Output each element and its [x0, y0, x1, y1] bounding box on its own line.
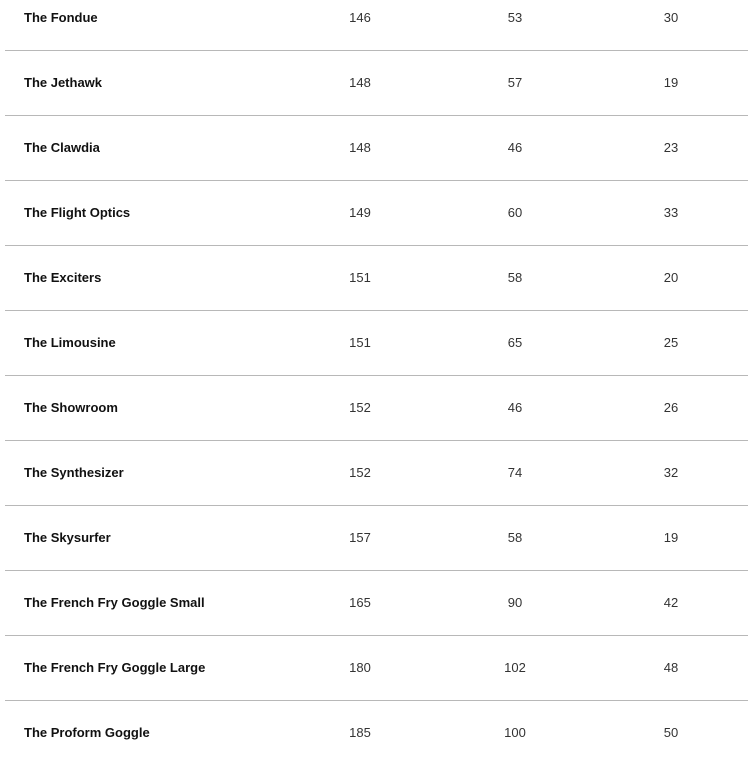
value-col-1: 157	[349, 530, 371, 545]
value-col-3: 20	[663, 270, 679, 285]
value-col-1: 151	[349, 270, 371, 285]
value-col-2: 58	[507, 530, 523, 545]
value-col-2: 90	[507, 595, 523, 610]
value-col-3: 19	[663, 530, 679, 545]
product-name: The Flight Optics	[24, 205, 131, 220]
value-col-2: 100	[504, 725, 526, 740]
value-col-3: 25	[663, 335, 679, 350]
table-row	[5, 701, 748, 765]
value-col-1: 180	[349, 660, 371, 675]
table-row	[5, 51, 748, 116]
value-col-1: 149	[349, 205, 371, 220]
value-col-2: 58	[507, 270, 523, 285]
value-col-3: 26	[663, 400, 679, 415]
value-col-1: 152	[349, 400, 371, 415]
table-row	[5, 246, 748, 311]
value-col-3: 23	[663, 140, 679, 155]
value-col-3: 48	[663, 660, 679, 675]
value-col-2: 53	[507, 10, 523, 25]
value-col-1: 146	[349, 10, 371, 25]
value-col-2: 74	[507, 465, 523, 480]
value-col-2: 46	[507, 400, 523, 415]
value-col-3: 42	[663, 595, 679, 610]
product-name: The Clawdia	[24, 140, 100, 155]
table-row	[5, 116, 748, 181]
product-table	[5, 0, 748, 765]
product-name: The Skysurfer	[24, 530, 111, 545]
value-col-1: 148	[349, 140, 371, 155]
value-col-2: 65	[507, 335, 523, 350]
table-row	[5, 376, 748, 441]
value-col-2: 57	[507, 75, 523, 90]
product-name: The French Fry Goggle Large	[24, 660, 206, 675]
product-name: The Limousine	[24, 335, 116, 350]
product-name: The Proform Goggle	[24, 725, 150, 740]
value-col-1: 148	[349, 75, 371, 90]
table-row	[5, 181, 748, 246]
value-col-2: 60	[507, 205, 523, 220]
value-col-1: 152	[349, 465, 371, 480]
product-name: The Jethawk	[24, 75, 103, 90]
value-col-1: 151	[349, 335, 371, 350]
product-name: The Synthesizer	[24, 465, 124, 480]
product-name: The Fondue	[24, 10, 98, 25]
product-name: The Exciters	[24, 270, 102, 285]
table-row	[5, 0, 748, 51]
product-name: The French Fry Goggle Small	[24, 595, 205, 610]
table-row	[5, 506, 748, 571]
table-row	[5, 441, 748, 506]
value-col-1: 185	[349, 725, 371, 740]
table-row	[5, 571, 748, 636]
table-row	[5, 311, 748, 376]
value-col-2: 46	[507, 140, 523, 155]
product-name: The Showroom	[24, 400, 118, 415]
value-col-3: 32	[663, 465, 679, 480]
value-col-1: 165	[349, 595, 371, 610]
value-col-3: 19	[663, 75, 679, 90]
value-col-3: 33	[663, 205, 679, 220]
value-col-2: 102	[504, 660, 526, 675]
value-col-3: 50	[663, 725, 679, 740]
table-row	[5, 636, 748, 701]
value-col-3: 30	[663, 10, 679, 25]
